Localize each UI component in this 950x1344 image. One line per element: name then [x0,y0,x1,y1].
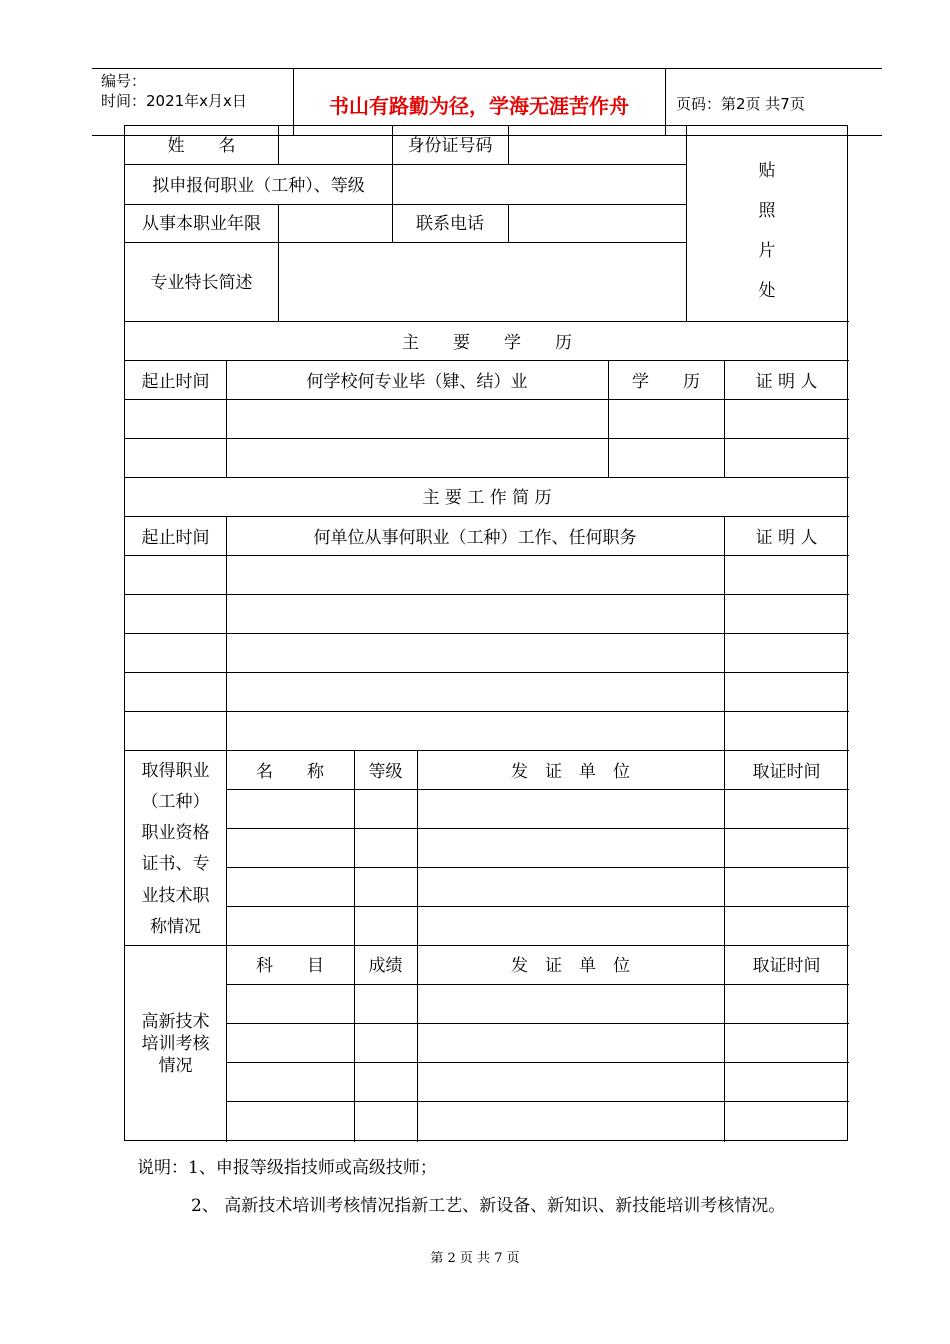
training-header-issuer: 发 证 单 位 [511,956,630,976]
id-number-label: 身份证号码 [407,136,493,156]
row-line [125,633,849,634]
row-line [226,828,849,829]
occupation-label: 拟申报何职业（工种）、等级 [152,176,365,196]
training-side-line: 培训考核 [141,1034,210,1054]
cert-side-line: 业技术职 [141,886,210,906]
phone-field[interactable] [509,205,685,241]
motto: 书山有路勤为径，学海无涯苦作舟 [329,94,629,118]
row-line [125,594,849,595]
photo-char: 贴 [758,161,776,181]
years-field[interactable] [279,205,391,241]
photo-border [686,126,687,321]
note-line-2: 2、 高新技术培训考核情况指新工艺、新设备、新知识、新技能培训考核情况。 [191,1196,786,1216]
training-header-date: 取证时间 [752,956,821,976]
row-line [226,1062,849,1063]
row-line [125,516,849,517]
col-line [724,516,725,750]
cert-header-date: 取证时间 [752,762,821,782]
cert-header-issuer: 发 证 单 位 [511,762,630,782]
edu-header-period: 起止时间 [141,372,210,392]
years-label: 从事本职业年限 [142,214,261,234]
col-line [226,750,227,1142]
row-line [125,711,849,712]
cert-side-line: 称情况 [150,917,201,937]
phone-label: 联系电话 [416,214,484,234]
work-title: 主 要 工 作 简 历 [422,488,552,508]
edu-header-degree: 学 历 [632,372,700,392]
row-line [226,789,849,790]
training-side-line: 情况 [158,1056,193,1076]
application-form [124,125,848,1141]
name-field[interactable] [279,127,391,163]
row-line [125,360,849,361]
row-line [125,555,849,556]
specialty-field[interactable] [279,243,685,320]
edu-header-witness: 证 明 人 [755,372,818,392]
row-line [226,867,849,868]
cert-side-line: 取得职业 [141,761,210,781]
occupation-field[interactable] [393,165,685,203]
work-header-witness: 证 明 人 [755,528,818,548]
row-line [226,1023,849,1024]
work-header-period: 起止时间 [141,528,210,548]
cert-header-name: 名 称 [256,762,324,782]
row-line [125,477,849,478]
note-line-1: 说明：1、申报等级指技师或高级技师； [137,1158,437,1178]
specialty-label: 专业特长简述 [150,273,253,293]
row-line [226,984,849,985]
row-line [125,672,849,673]
col-line [226,516,227,750]
serial-label: 编号： [101,72,147,90]
row-line [125,438,849,439]
id-number-field[interactable] [509,127,685,163]
work-header-employer: 何单位从事何职业（工种）工作、任何职务 [313,528,637,548]
training-header-score: 成绩 [368,956,403,976]
cert-side-line: 职业资格 [141,823,210,843]
row-line [125,399,849,400]
education-title: 主 要 学 历 [402,333,572,353]
row-line [125,321,849,322]
date-label: 时间：2021年x月x日 [101,92,247,110]
cert-header-level: 等级 [368,762,403,782]
cert-side-line: （工种） [141,792,210,812]
header-top-rule [92,68,882,69]
cert-side-line: 证书、专 [141,854,210,874]
page-footer: 第 2 页 共 7 页 [430,1251,520,1266]
training-header-subject: 科 目 [256,956,324,976]
row-line [125,945,849,946]
photo-char: 处 [758,281,776,301]
row-line [226,906,849,907]
page-label: 页码：第2页 共7页 [676,95,805,113]
row-line [125,750,849,751]
photo-char: 片 [758,241,776,261]
training-side-line: 高新技术 [141,1012,210,1032]
edu-header-school: 何学校何专业毕（肄、结）业 [306,372,528,392]
row-line [226,1101,849,1102]
name-label: 姓 名 [167,136,236,156]
photo-char: 照 [758,201,776,221]
